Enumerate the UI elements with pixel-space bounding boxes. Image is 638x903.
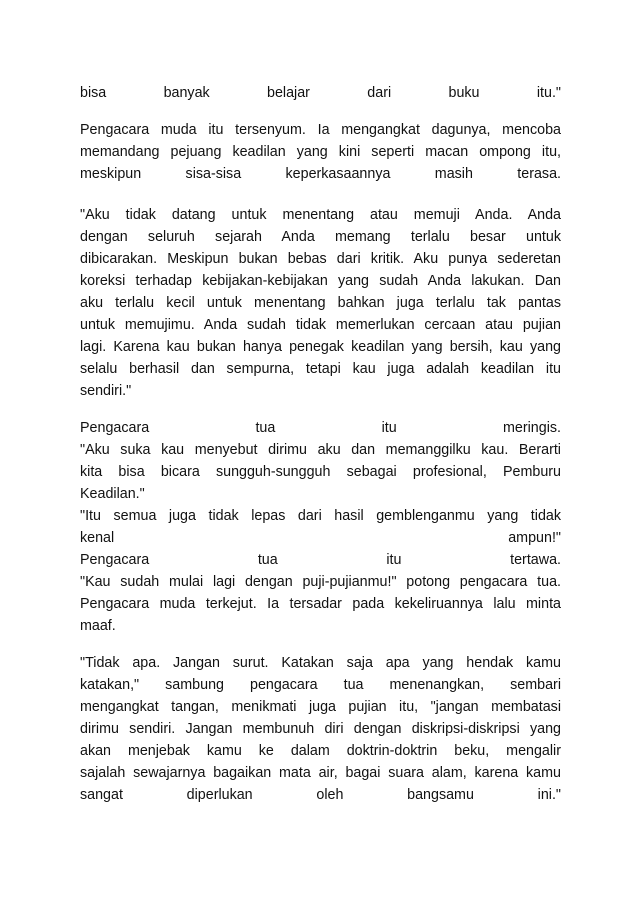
- text-line: lagi. Karena kau bukan hanya penegak keadilan yang bersih, kau yang: [80, 339, 561, 355]
- text-line: maaf.: [80, 618, 116, 634]
- text-line: "Kau sudah mulai lagi dengan puji-pujianmu!" potong pengacara tua.: [80, 574, 561, 590]
- text-line: Pengacara tua itu meringis.: [80, 420, 561, 436]
- text-line: "Itu semua juga tidak lepas dari hasil gemblenganmu yang tidak: [80, 508, 561, 524]
- text-line: "Tidak apa. Jangan surut. Katakan saja apa yang hendak kamu: [80, 655, 561, 671]
- text-line: untuk memujimu. Anda sudah tidak memerlukan cercaan atau pujian: [80, 317, 561, 333]
- text-line: mengangkat tangan, menikmati juga pujian itu, "jangan membatasi: [80, 699, 561, 715]
- text-line: koreksi terhadap kebijakan-kebijakan yang sudah Anda lakukan. Dan: [80, 273, 561, 289]
- text-line: bisa banyak belajar dari buku itu.": [80, 85, 561, 101]
- text-line: dengan seluruh sejarah Anda memang terlalu besar untuk: [80, 229, 561, 245]
- text-line: sajalah sewajarnya bagaikan mata air, bagai suara alam, karena kamu: [80, 765, 561, 781]
- text-line: dibicarakan. Meskipun bukan bebas dari kritik. Aku punya sederetan: [80, 251, 561, 267]
- text-line: "Aku suka kau menyebut dirimu aku dan memanggilku kau. Berarti: [80, 442, 561, 458]
- text-line: Pengacara muda terkejut. Ia tersadar pada kekeliruannya lalu minta: [80, 596, 561, 612]
- text-line: "Aku tidak datang untuk menentang atau memuji Anda. Anda: [80, 207, 561, 223]
- text-line: memandang pejuang keadilan yang kini seperti macan ompong itu,: [80, 144, 561, 160]
- text-line: meskipun sisa-sisa keperkasaannya masih terasa.: [80, 166, 561, 182]
- text-line: sangat diperlukan oleh bangsamu ini.": [80, 787, 561, 803]
- text-line: Pengacara muda itu tersenyum. Ia mengangkat dagunya, mencoba: [80, 122, 561, 138]
- text-line: aku terlalu kecil untuk menentang bahkan juga terlalu tak pantas: [80, 295, 561, 311]
- text-line: kenal ampun!": [80, 530, 561, 546]
- text-line: sendiri.": [80, 383, 132, 399]
- text-line: dirimu sendiri. Jangan membunuh diri dengan diskripsi-diskripsi yang: [80, 721, 561, 737]
- text-line: akan menjebak kamu ke dalam doktrin-doktrin beku, mengalir: [80, 743, 561, 759]
- text-line: kita bisa bicara sungguh-sungguh sebagai profesional, Pemburu: [80, 464, 561, 480]
- text-line: Keadilan.": [80, 486, 145, 502]
- text-line: Pengacara tua itu tertawa.: [80, 552, 561, 568]
- text-line: katakan," sambung pengacara tua menenangkan, sembari: [80, 677, 561, 693]
- text-line: selalu berhasil dan sempurna, tetapi kau juga adalah keadilan itu: [80, 361, 561, 377]
